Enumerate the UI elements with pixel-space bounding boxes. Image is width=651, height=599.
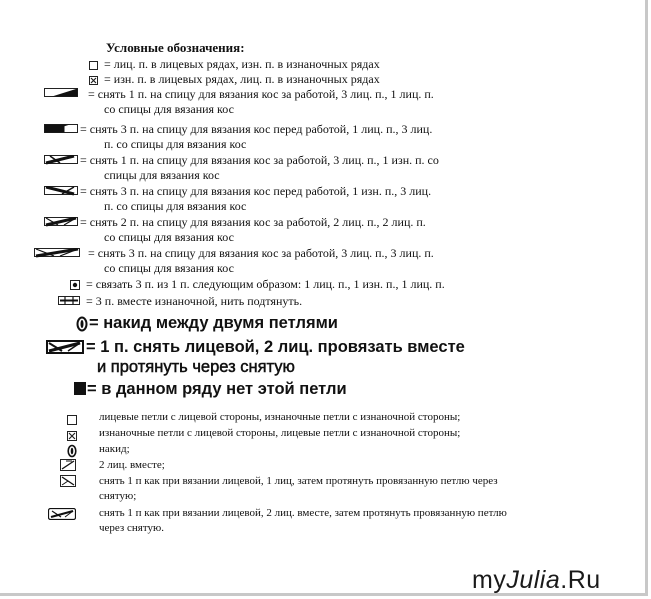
yarn-over-icon (67, 444, 77, 458)
legend-title: Условные обозначения: (106, 40, 245, 55)
watermark-prefix: my (472, 566, 507, 594)
k2tog-icon (60, 459, 76, 471)
legend-text: = снять 3 п. на спицу для вязания кос за работой, 3 лиц. п., 3 лиц. п. (88, 246, 434, 260)
legend-text: изнаночные петли с лицевой стороны, лицевые петли с изнаночной стороны; (99, 427, 461, 439)
legend-text: = снять 3 п. на спицу для вязания кос перед работой, 1 изн. п., 3 лиц. (80, 184, 432, 198)
legend-text: = 3 п. вместе изнаночной, нить подтянуть. (86, 294, 303, 308)
sk2p-icon (48, 508, 76, 520)
legend-text: = снять 1 п. на спицу для вязания кос за работой, 3 лиц. п., 1 лиц. п. (88, 87, 434, 101)
legend-text: со спицы для вязания кос (104, 102, 234, 116)
ssk-icon (60, 475, 76, 487)
square-empty-icon (67, 415, 77, 425)
cable-3-1-purl-back-icon (44, 155, 78, 165)
legend-text: снять 1 п как при вязании лицевой, 1 лиц, затем протянуть провязанную петлю через (99, 475, 498, 487)
no-stitch-icon (74, 382, 86, 395)
cable-3-1-back-icon (44, 88, 78, 98)
square-cross-icon (89, 76, 98, 85)
legend-text: = снять 2 п. на спицу для вязания кос за работой, 2 лиц. п., 2 лиц. п. (80, 215, 426, 229)
cable-3-3-back-icon (34, 248, 80, 258)
legend-text: снятую; (99, 490, 137, 502)
watermark-brand: Julia (506, 566, 561, 594)
legend-text: = снять 1 п. на спицу для вязания кос за работой, 3 лиц. п., 1 изн. п. со (80, 153, 439, 167)
legend-text: = снять 3 п. на спицу для вязания кос перед работой, 1 лиц. п., 3 лиц. (80, 122, 433, 136)
dot-square-icon (70, 280, 80, 290)
legend-text: = в данном ряду нет этой петли (87, 380, 347, 398)
square-empty-icon (89, 61, 98, 70)
square-cross-icon (67, 431, 77, 441)
legend-text: п. со спицы для вязания кос (104, 199, 247, 213)
legend-text: со спицы для вязания кос (104, 261, 234, 275)
legend-text: 2 лиц. вместе; (99, 459, 165, 471)
legend-text: = накид между двумя петлями (89, 314, 338, 332)
legend-text: со спицы для вязания кос (104, 230, 234, 244)
legend-text: накид; (99, 443, 130, 455)
cable-3-1-purl-front-icon (44, 186, 78, 196)
legend-text: = лиц. п. в лицевых рядах, изн. п. в изнаночных рядах (104, 57, 380, 71)
legend-text: спицы для вязания кос (104, 168, 220, 182)
three-purl-together-icon (58, 296, 80, 306)
legend-text: и протянуть через снятую (97, 358, 295, 376)
legend-text: снять 1 п как при вязании лицевой, 2 лиц. вместе, затем протянуть провязанную петлю (99, 507, 507, 519)
watermark-logo (472, 566, 601, 595)
legend-text: лицевые петли с лицевой стороны, изнаночные петли с изнаночной стороны; (99, 411, 461, 423)
slip-k2tog-psso-icon (46, 340, 84, 354)
legend-text: = связать 3 п. из 1 п. следующим образом: 1 лиц. п., 1 изн. п., 1 лиц. п. (86, 277, 445, 291)
legend-text: через снятую. (99, 522, 164, 534)
cable-2-2-back-icon (44, 217, 78, 227)
legend-text: п. со спицы для вязания кос (104, 137, 247, 151)
legend-text: = 1 п. снять лицевой, 2 лиц. провязать вместе (86, 338, 465, 356)
yarn-over-icon (76, 316, 88, 332)
legend-text: = изн. п. в лицевых рядах, лиц. п. в изнаночных рядах (104, 72, 380, 86)
cable-3-1-front-icon (44, 124, 78, 134)
watermark-suffix: .Ru (560, 566, 601, 594)
